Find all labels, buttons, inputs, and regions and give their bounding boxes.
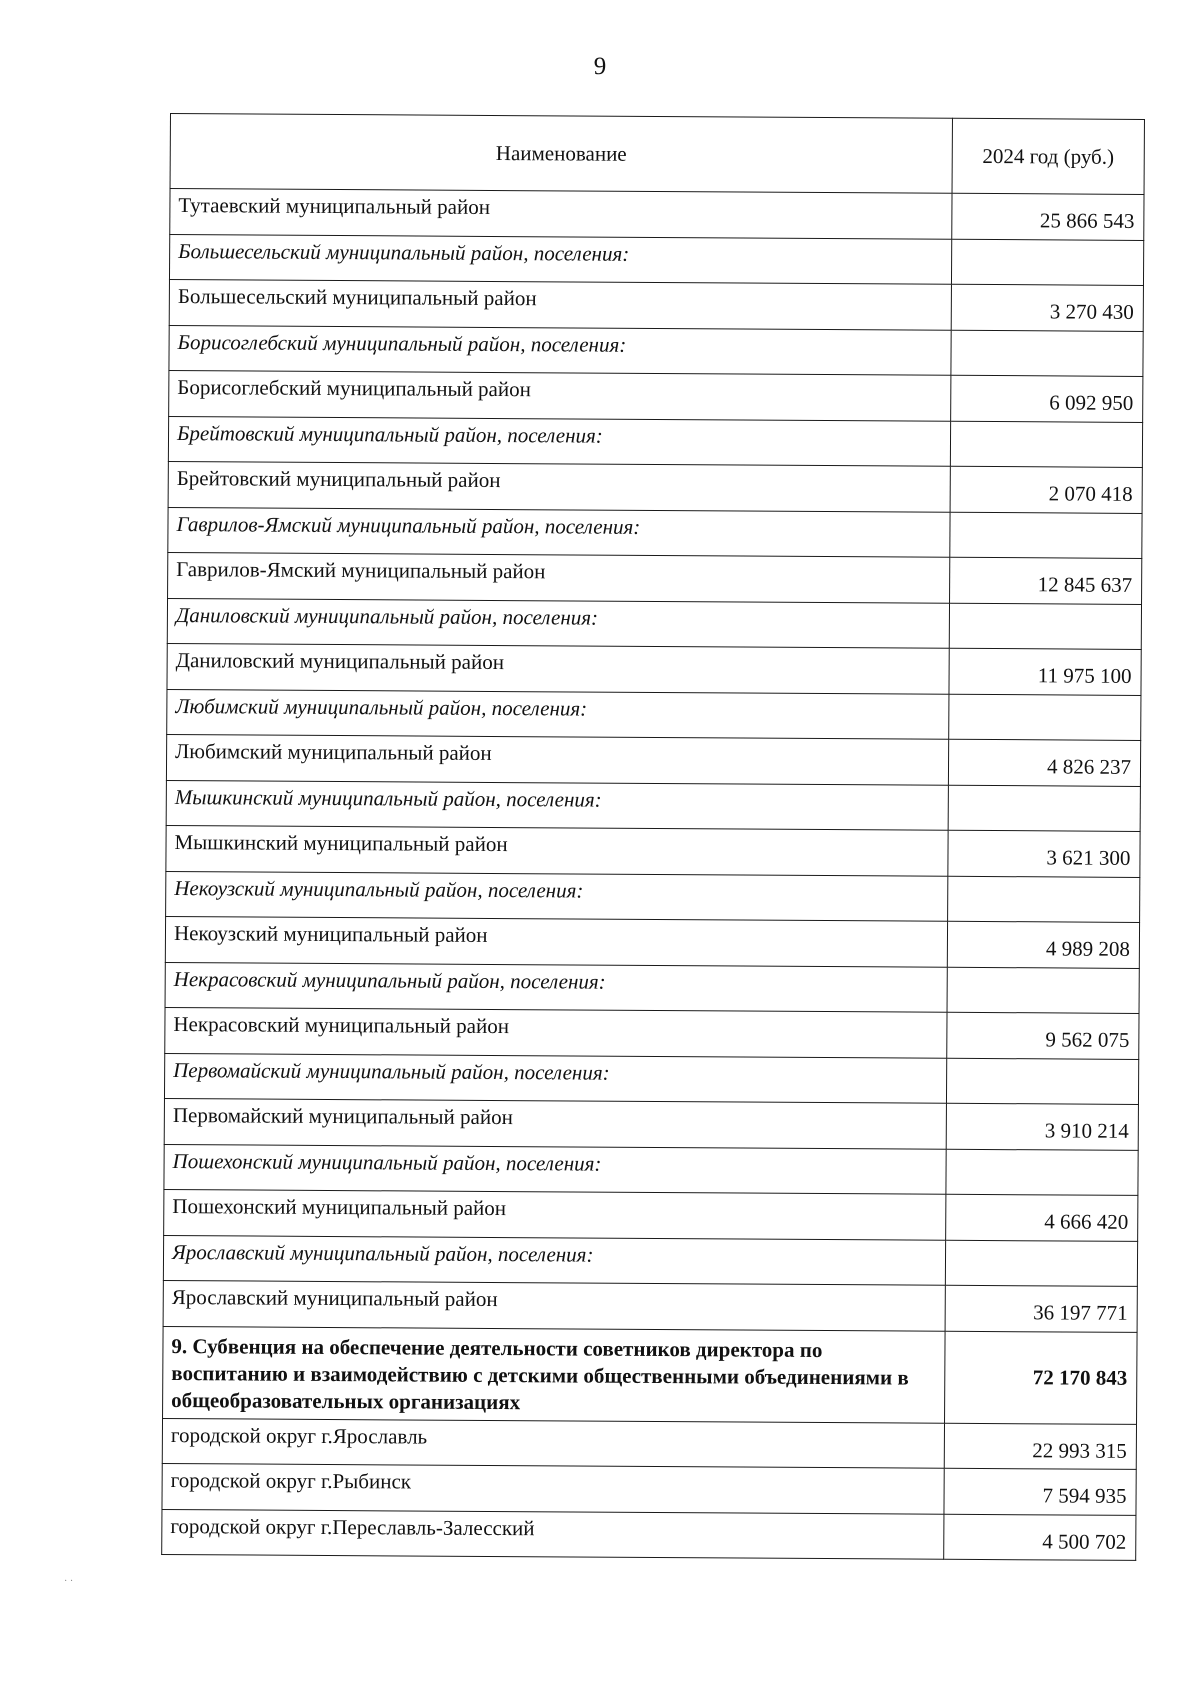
row-amount [948,876,1140,923]
row-name: Мышкинский муниципальный район [166,825,948,875]
row-name: Некрасовский муниципальный район [165,1007,947,1057]
row-name: Брейтовский муниципальный район, поселения: [168,416,950,466]
row-name: городской округ г.Ярославль [162,1418,944,1468]
row-name: городской округ г.Рыбинск [162,1463,944,1513]
row-name: Первомайский муниципальный район, поселения: [164,1053,946,1103]
subheading-row [164,1144,1138,1195]
row-amount [950,421,1142,468]
row-name: Гаврилов-Ямский муниципальный район [168,552,950,602]
subheading-row [164,1053,1138,1104]
row-amount: 22 993 315 [944,1423,1136,1470]
row-name: Ярославский муниципальный район [163,1280,945,1330]
page-number: 9 [593,53,607,80]
table-row [165,916,1139,967]
table-row [168,461,1142,512]
row-name: Большесельский муниципальный район, поселения: [169,234,951,284]
table-row [164,1098,1138,1149]
row-amount: 7 594 935 [944,1468,1136,1515]
row-amount [950,512,1142,559]
table-row [169,279,1143,330]
header-amount: 2024 год (руб.) [952,118,1144,194]
header-name: Наименование [170,114,952,194]
table-row [166,734,1140,785]
row-amount: 9 562 075 [947,1012,1139,1059]
subheading-row [168,416,1142,467]
row-name: Борисоглебский муниципальный район [169,370,951,420]
row-amount [949,603,1141,650]
table-row [164,1189,1138,1240]
row-name: Большесельский муниципальный район [169,279,951,329]
subheading-row [167,689,1141,740]
row-amount [945,1240,1137,1287]
row-name: Борисоглебский муниципальный район, поселения: [169,325,951,375]
table-row [166,825,1140,876]
budget-table [161,113,1145,1561]
row-name: Любимский муниципальный район, поселения: [167,689,949,739]
row-amount: 12 845 637 [950,557,1142,604]
row-amount [946,1058,1138,1105]
subheading-row [163,1235,1137,1286]
section-row [163,1326,1138,1424]
row-amount: 6 092 950 [951,375,1143,422]
row-name: Некоузский муниципальный район [165,916,947,966]
table-row [162,1418,1136,1469]
row-name: Ярославский муниципальный район, поселения: [163,1235,945,1285]
row-amount [948,785,1140,832]
subheading-row [169,325,1143,376]
row-name: Пошехонский муниципальный район, поселения: [164,1144,946,1194]
row-name: Некрасовский муниципальный район, поселения: [165,962,947,1012]
row-amount: 3 621 300 [948,830,1140,877]
subheading-row [166,780,1140,831]
row-amount: 72 170 843 [945,1331,1138,1424]
scan-artifact-mark: · · [64,1576,74,1587]
row-amount: 4 989 208 [947,921,1139,968]
row-amount: 11 975 100 [949,648,1141,695]
row-amount [946,1149,1138,1196]
subheading-row [168,507,1142,558]
row-name: Первомайский муниципальный район [164,1098,946,1148]
row-amount: 4 500 702 [944,1514,1136,1561]
row-amount: 25 866 543 [952,193,1144,240]
row-name: городской округ г.Переславль-Залесский [162,1509,944,1559]
row-name: Мышкинский муниципальный район, поселения: [166,780,948,830]
table-header [170,114,1144,195]
budget-table-container [161,113,1150,1561]
table-row [167,643,1141,694]
row-name: Даниловский муниципальный район, поселения: [167,598,949,648]
table-row [163,1280,1137,1331]
table-body [162,189,1144,1561]
header-row [170,114,1144,195]
subheading-row [166,871,1140,922]
row-name: Тутаевский муниципальный район [170,189,952,239]
subheading-row [167,598,1141,649]
row-amount: 3 270 430 [951,284,1143,331]
row-amount: 4 826 237 [948,739,1140,786]
row-name: Пошехонский муниципальный район [164,1189,946,1239]
table-row [162,1509,1136,1560]
table-row [162,1463,1136,1514]
row-amount: 2 070 418 [950,466,1142,513]
row-name: Гаврилов-Ямский муниципальный район, поселения: [168,507,950,557]
row-amount [949,694,1141,741]
table-row [169,370,1143,421]
row-name: Любимский муниципальный район [166,734,948,784]
row-amount [951,330,1143,377]
subheading-row [169,234,1143,285]
row-amount [951,239,1143,286]
table-row [170,189,1144,240]
row-amount [947,967,1139,1014]
table-row [168,552,1142,603]
row-name: 9. Субвенция на обеспечение деятельности советников директора по воспитанию и взаимодействию с детскими общественными объединениями в общеобразовательных организациях [163,1326,946,1423]
row-amount: 36 197 771 [945,1285,1137,1332]
row-amount: 4 666 420 [946,1194,1138,1241]
row-name: Брейтовский муниципальный район [168,461,950,511]
row-name: Некоузский муниципальный район, поселения: [166,871,948,921]
row-amount: 3 910 214 [946,1103,1138,1150]
table-row [165,1007,1139,1058]
subheading-row [165,962,1139,1013]
row-name: Даниловский муниципальный район [167,643,949,693]
